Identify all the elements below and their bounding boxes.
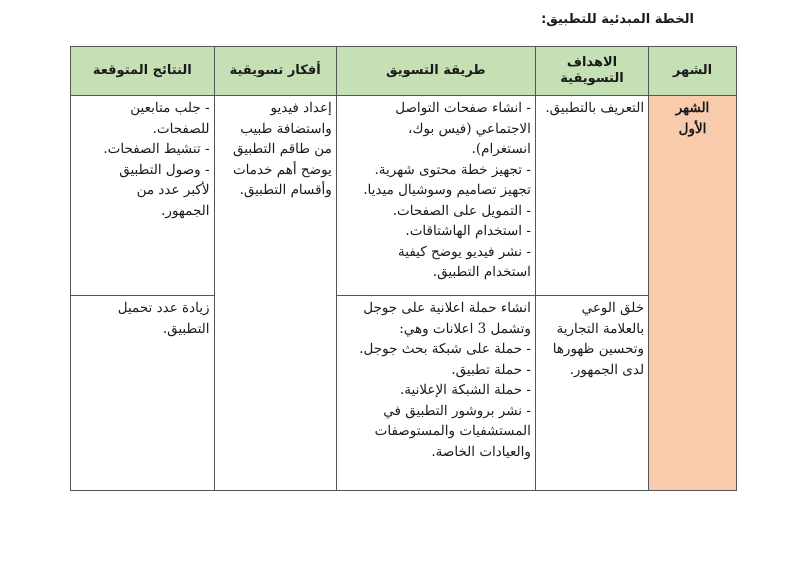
results-line: الجمهور.	[161, 202, 210, 219]
method-cell-2	[336, 296, 535, 491]
method-line: انشاء حملة اعلانية على جوجل	[363, 300, 531, 316]
results-line: للصفحات.	[152, 120, 210, 137]
method-line: - تجهيز خطة محتوى شهرية.	[374, 161, 531, 178]
method-line: - استخدام الهاشتاقات.	[405, 223, 531, 239]
header-row	[71, 47, 737, 96]
method-line: - حملة على شبكة بحث جوجل.	[359, 341, 531, 357]
method-line: - نشر بروشور التطبيق في	[383, 402, 531, 419]
method-line: وتشمل 3 اعلانات وهي:	[399, 320, 531, 337]
results-cell-1	[71, 96, 215, 296]
method-line: - انشاء صفحات التواصل	[395, 100, 531, 116]
table-row	[71, 296, 737, 491]
results-line: زيادة عدد تحميل	[117, 300, 210, 316]
results-line: لأكبر عدد من	[136, 182, 210, 198]
method-line: - التمويل على الصفحات.	[392, 202, 531, 219]
header-month: الشهر	[649, 47, 737, 96]
method-line: - نشر فيديو يوضح كيفية	[398, 243, 531, 260]
marketing-plan-table	[70, 46, 737, 491]
results-line: - وصول التطبيق	[119, 161, 210, 178]
method-line: والعيادات الخاصة.	[431, 443, 531, 460]
results-line: - جلب متابعين	[130, 100, 210, 116]
results-cell-2	[71, 296, 215, 491]
ideas-line: وأقسام التطبيق.	[239, 182, 332, 198]
header-results: النتائج المتوقعة	[71, 47, 215, 96]
method-line: انستغرام).	[471, 141, 531, 157]
ideas-line: إعداد فيديو	[270, 100, 332, 116]
header-method: طريقة التسويق	[336, 47, 535, 96]
ideas-line: واستضافة طبيب	[240, 120, 332, 137]
method-line: المستشفيات والمستوصفات	[374, 423, 531, 439]
method-line: تجهيز تصاميم وسوشيال ميديا.	[363, 182, 531, 198]
header-goals: الاهداف التسويقية	[535, 47, 648, 96]
method-line: - حملة تطبيق.	[451, 361, 531, 378]
method-cell-1	[336, 96, 535, 296]
method-line: استخدام التطبيق.	[432, 264, 531, 280]
ideas-line: يوضح أهم خدمات	[232, 161, 332, 178]
method-line: - حملة الشبكة الإعلانية.	[400, 382, 531, 398]
ideas-cell	[214, 96, 336, 491]
month-cell: الشهر الأول	[649, 96, 737, 491]
goals-cell-2: خلق الوعي بالعلامة التجارية وتحسين ظهورها لدى الجمهور.	[535, 296, 648, 491]
results-line: - تنشيط الصفحات.	[103, 141, 210, 157]
header-ideas: أفكار تسويقية	[214, 47, 336, 96]
table-row	[71, 96, 737, 296]
results-line: التطبيق.	[162, 320, 210, 337]
page-title: الخطة المبدئية للتطبيق:	[541, 12, 694, 27]
method-line: الاجتماعي (فيس بوك،	[407, 120, 531, 137]
goals-cell-1: التعريف بالتطبيق.	[535, 96, 648, 296]
ideas-line: من طاقم التطبيق	[233, 141, 332, 157]
